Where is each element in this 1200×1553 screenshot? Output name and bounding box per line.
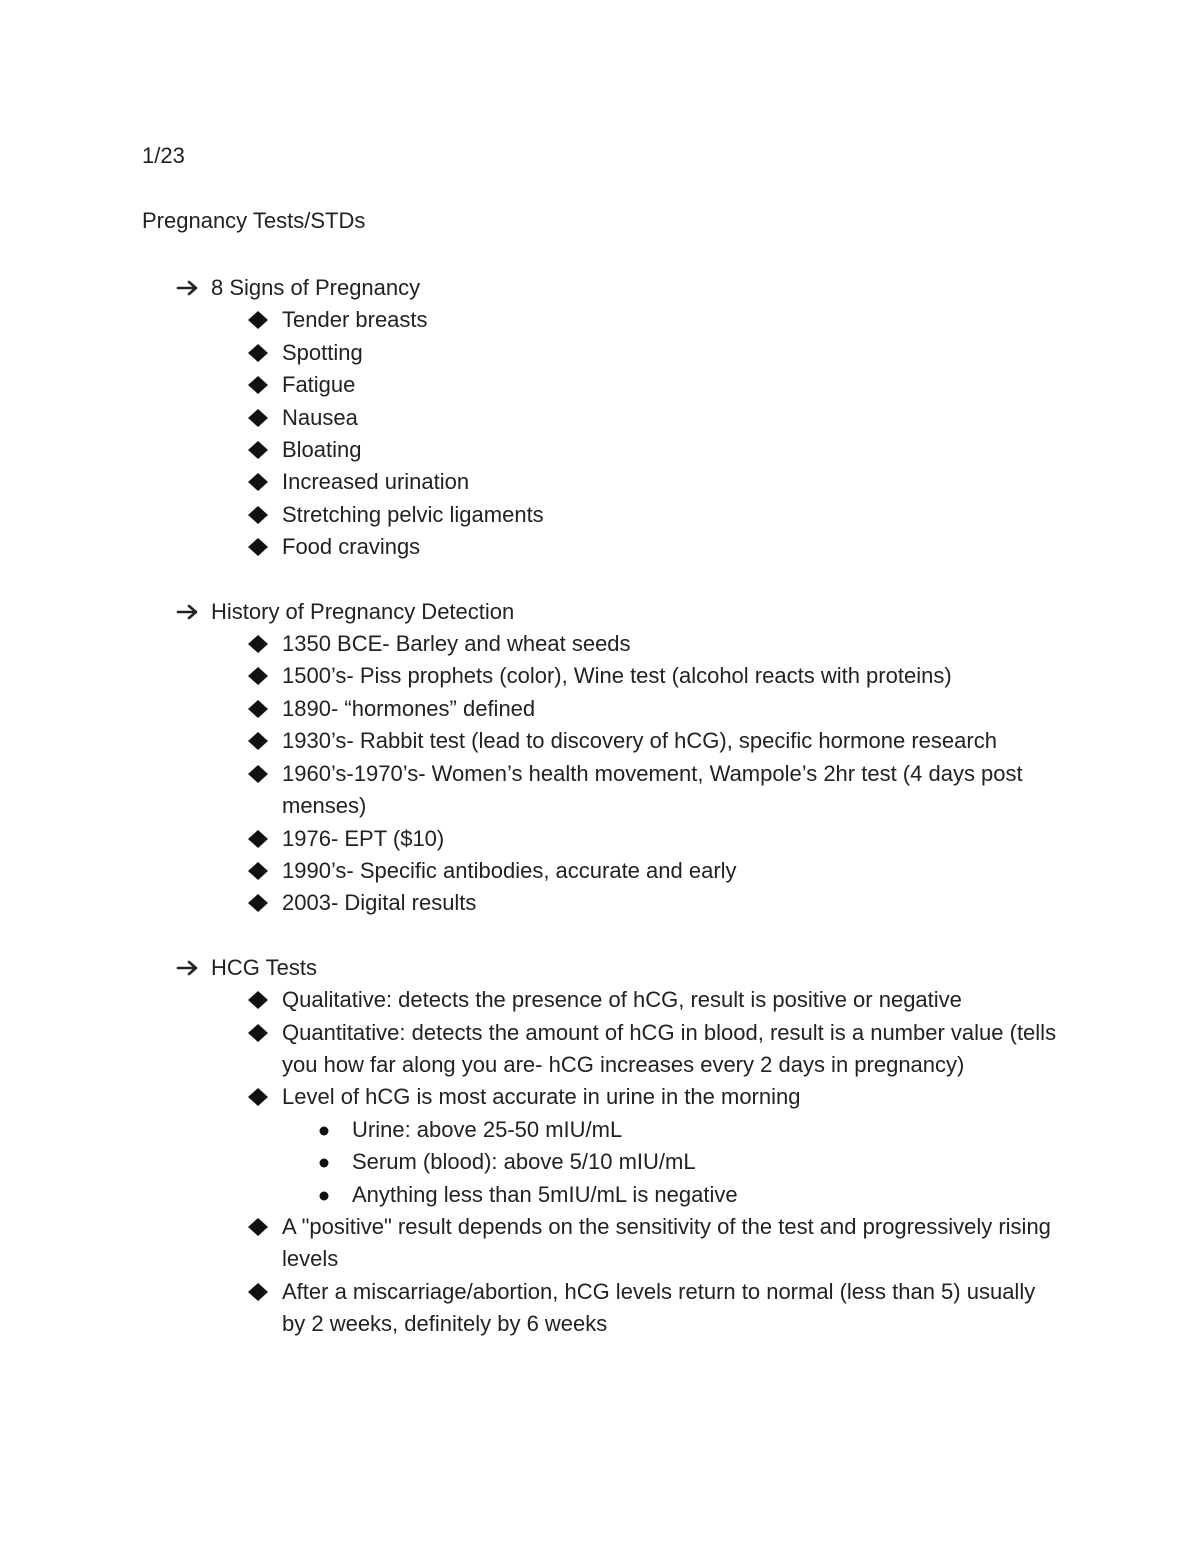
outline-section bbox=[0, 272, 1200, 564]
arrow-right-icon bbox=[176, 603, 200, 621]
sub-list-item bbox=[0, 1114, 1052, 1146]
diamond-marker bbox=[247, 1081, 273, 1107]
note-date: 1/23 bbox=[142, 143, 185, 168]
list-item bbox=[0, 1211, 1062, 1276]
diamond-icon bbox=[247, 343, 269, 363]
list-item bbox=[0, 628, 1062, 660]
sub-list-item-text: Serum (blood): above 5/10 mIU/mL bbox=[352, 1149, 696, 1175]
bullet-dot-icon bbox=[318, 1190, 330, 1202]
diamond-marker bbox=[247, 466, 273, 492]
diamond-icon bbox=[247, 1217, 269, 1237]
list-item-text: Quantitative: detects the amount of hCG in blood, result is a number value (tells you how far along you are- hCG increases every 2 days in pregnancy) bbox=[282, 1019, 1057, 1077]
diamond-marker bbox=[247, 304, 273, 330]
list-item-text: Level of hCG is most accurate in urine in the morning bbox=[282, 1084, 801, 1110]
list-item bbox=[0, 758, 1062, 823]
diamond-marker bbox=[247, 402, 273, 428]
diamond-marker bbox=[247, 725, 273, 751]
list-item bbox=[0, 1081, 1062, 1113]
diamond-icon bbox=[247, 731, 269, 751]
list-item bbox=[0, 1276, 1062, 1341]
diamond-marker bbox=[247, 693, 273, 719]
sub-list-item bbox=[0, 1179, 1052, 1211]
list-item bbox=[0, 725, 1062, 757]
section-heading-text: HCG Tests bbox=[211, 954, 317, 980]
bullet-marker bbox=[318, 1179, 338, 1202]
diamond-marker bbox=[247, 434, 273, 460]
section-heading bbox=[0, 952, 1200, 984]
diamond-marker bbox=[247, 1017, 273, 1043]
section-heading bbox=[0, 272, 1200, 304]
list-item-text: Food cravings bbox=[282, 534, 421, 560]
list-item bbox=[0, 693, 1062, 725]
list-item-text: 1990’s- Specific antibodies, accurate and early bbox=[282, 857, 737, 883]
arrow-marker bbox=[176, 952, 204, 977]
diamond-marker bbox=[247, 369, 273, 395]
diamond-marker bbox=[247, 855, 273, 881]
diamond-marker bbox=[247, 499, 273, 525]
list-item bbox=[0, 466, 1062, 498]
outline-section bbox=[0, 596, 1200, 920]
diamond-icon bbox=[247, 990, 269, 1010]
list-item-text: Increased urination bbox=[282, 469, 470, 495]
diamond-marker bbox=[247, 823, 273, 849]
arrow-right-icon bbox=[176, 279, 200, 297]
diamond-marker bbox=[247, 758, 273, 784]
list-item-text: 1976- EPT ($10) bbox=[282, 825, 445, 851]
notes-outline bbox=[0, 272, 1200, 1373]
diamond-marker bbox=[247, 337, 273, 363]
list-item bbox=[0, 984, 1062, 1016]
diamond-marker bbox=[247, 531, 273, 557]
diamond-marker bbox=[247, 1211, 273, 1237]
list-item-text: 1500’s- Piss prophets (color), Wine test (alcohol reacts with proteins) bbox=[282, 663, 952, 689]
bullet-dot-icon bbox=[318, 1125, 330, 1137]
list-item-text: 1890- “hormones” defined bbox=[282, 695, 536, 721]
diamond-icon bbox=[247, 634, 269, 654]
section-heading-text: 8 Signs of Pregnancy bbox=[211, 275, 421, 300]
arrow-right-icon bbox=[176, 959, 200, 977]
list-item-text: Fatigue bbox=[282, 372, 356, 398]
list-item-text: 1930’s- Rabbit test (lead to discovery of hCG), specific hormone research bbox=[282, 728, 997, 754]
list-item bbox=[0, 823, 1062, 855]
bullet-marker bbox=[318, 1146, 338, 1169]
diamond-icon bbox=[247, 1087, 269, 1107]
diamond-icon bbox=[247, 375, 269, 395]
diamond-icon bbox=[247, 893, 269, 913]
sub-list-item-text: Urine: above 25-50 mIU/mL bbox=[352, 1116, 623, 1142]
sub-list-item-text: Anything less than 5mIU/mL is negative bbox=[352, 1181, 738, 1207]
list-item-text: After a miscarriage/abortion, hCG levels return to normal (less than 5) usually by 2 weeks, definitely by 6 weeks bbox=[282, 1278, 1036, 1337]
diamond-icon bbox=[247, 764, 269, 784]
diamond-icon bbox=[247, 408, 269, 428]
list-item-text: 1350 BCE- Barley and wheat seeds bbox=[282, 631, 631, 657]
list-item bbox=[0, 1017, 1062, 1082]
diamond-marker bbox=[247, 1276, 273, 1302]
list-item bbox=[0, 369, 1062, 401]
diamond-marker bbox=[247, 887, 273, 913]
list-item-text: 1960’s-1970’s- Women’s health movement, Wampole’s 2hr test (4 days post menses) bbox=[282, 760, 1023, 819]
outline-section bbox=[0, 952, 1200, 1341]
arrow-marker bbox=[176, 272, 204, 297]
list-item bbox=[0, 434, 1062, 466]
list-item-text: Nausea bbox=[282, 404, 358, 430]
arrow-marker bbox=[176, 596, 204, 621]
diamond-icon bbox=[247, 440, 269, 460]
list-item bbox=[0, 337, 1062, 369]
list-item-text: 2003- Digital results bbox=[282, 890, 477, 916]
bullet-marker bbox=[318, 1114, 338, 1137]
list-item-text: Qualitative: detects the presence of hCG, result is positive or negative bbox=[282, 987, 962, 1013]
diamond-marker bbox=[247, 628, 273, 654]
list-item-text: Bloating bbox=[282, 437, 362, 463]
diamond-marker bbox=[247, 984, 273, 1010]
diamond-icon bbox=[247, 699, 269, 719]
page-title: Pregnancy Tests/STDs bbox=[142, 208, 366, 233]
sub-list-item bbox=[0, 1146, 1052, 1178]
list-item bbox=[0, 402, 1062, 434]
diamond-marker bbox=[247, 660, 273, 686]
bullet-dot-icon bbox=[318, 1157, 330, 1169]
list-item-text: Tender breasts bbox=[282, 307, 428, 333]
diamond-icon bbox=[247, 666, 269, 686]
list-item bbox=[0, 887, 1062, 919]
list-item-text: A "positive" result depends on the sensitivity of the test and progressively rising levels bbox=[282, 1213, 1051, 1272]
list-item bbox=[0, 660, 1062, 692]
list-item-text: Stretching pelvic ligaments bbox=[282, 501, 544, 527]
list-item-text: Spotting bbox=[282, 339, 363, 365]
diamond-icon bbox=[247, 472, 269, 492]
diamond-icon bbox=[247, 505, 269, 525]
diamond-icon bbox=[247, 537, 269, 557]
diamond-icon bbox=[247, 310, 269, 330]
diamond-icon bbox=[247, 1023, 269, 1043]
list-item bbox=[0, 855, 1062, 887]
list-item bbox=[0, 499, 1062, 531]
list-item bbox=[0, 531, 1062, 563]
section-heading bbox=[0, 596, 1200, 628]
diamond-icon bbox=[247, 861, 269, 881]
diamond-icon bbox=[247, 829, 269, 849]
section-heading-text: History of Pregnancy Detection bbox=[211, 598, 515, 624]
list-item bbox=[0, 304, 1062, 336]
diamond-icon bbox=[247, 1282, 269, 1302]
